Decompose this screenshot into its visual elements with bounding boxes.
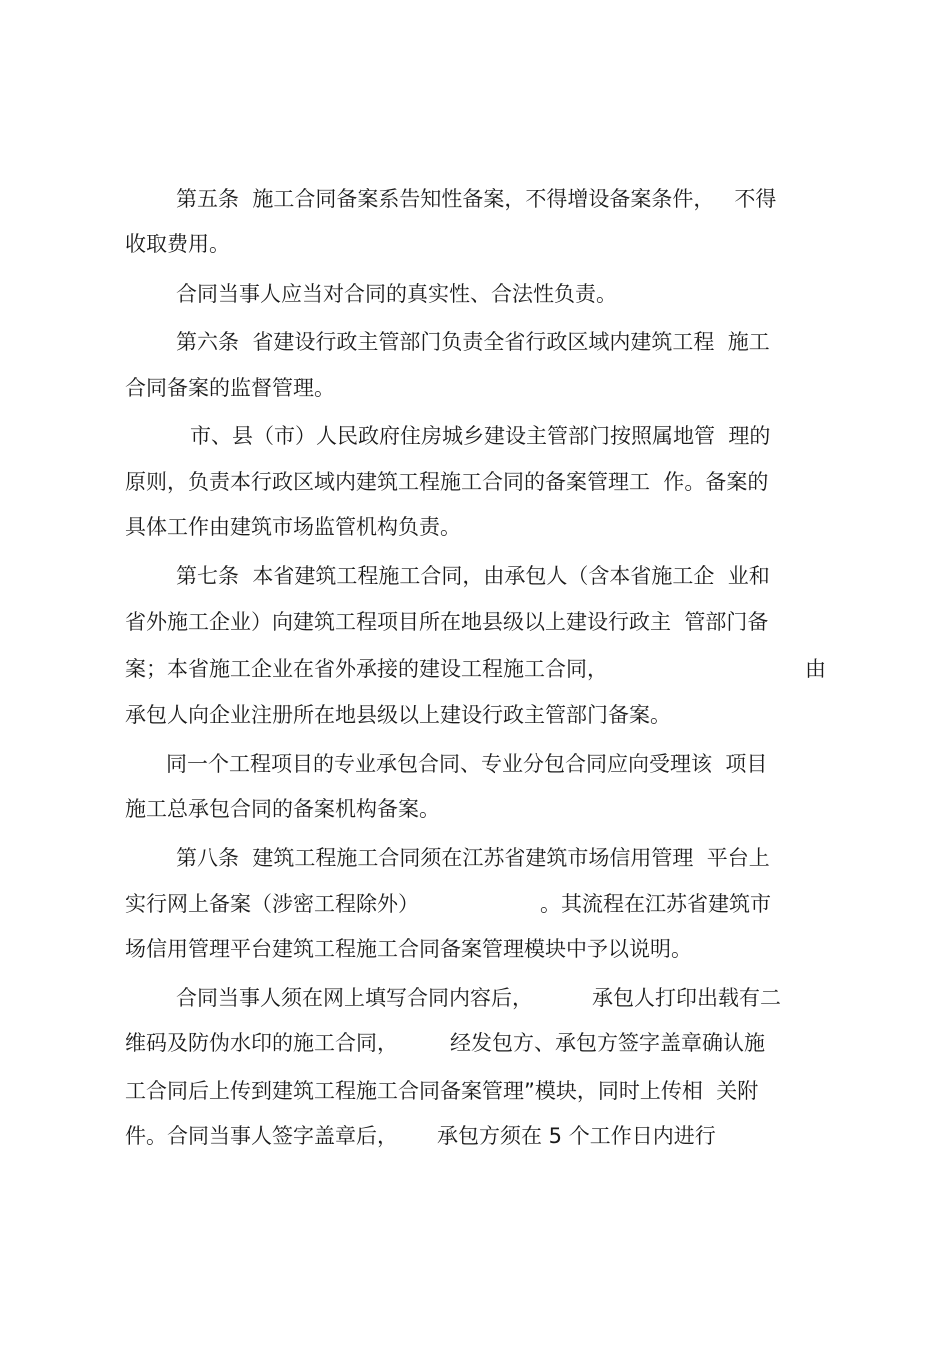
article-8-paragraph-2-line-3: 工合同后上传到建筑工程施工合同备案管理”模块，同时上传相 关附 (125, 1079, 759, 1103)
article-6-paragraph-2-line-3: 具体工作由建筑市场监管机构负责。 (125, 515, 461, 539)
article-8-paragraph-2-line-1-end: 承包人打印出载有二 (592, 986, 781, 1010)
article-8-paragraph-2-line-1: 合同当事人须在网上填写合同内容后， (176, 986, 533, 1010)
article-7-paragraph-2-line-2: 施工总承包合同的备案机构备案。 (125, 797, 440, 821)
article-8-line-3: 场信用管理平台建筑工程施工合同备案管理模块中予以说明。 (125, 937, 692, 961)
article-5-line-2: 收取费用。 (125, 232, 230, 256)
article-7-line-3-end: 由 (805, 657, 826, 681)
article-8-paragraph-2-line-4: 件。合同当事人签字盖章后， (125, 1124, 398, 1148)
article-8-line-2: 实行网上备案（涉密工程除外） (125, 892, 419, 916)
article-8-paragraph-2-line-4-end: 承包方须在 5 个工作日内进行 (437, 1124, 716, 1148)
article-8-paragraph-2-line-2-end: 经发包方、承包方签字盖章确认施 (450, 1031, 765, 1055)
article-6-line-2: 合同备案的监督管理。 (125, 376, 335, 400)
article-8-paragraph-2-line-2: 维码及防伪水印的施工合同， (125, 1031, 398, 1055)
article-8-line-2-end: 。其流程在江苏省建筑市 (540, 892, 771, 916)
article-7-line-2: 省外施工企业）向建筑工程项目所在地县级以上建设行政主 管部门备 (125, 610, 769, 634)
article-8-line-1: 第八条 建筑工程施工合同须在江苏省建筑市场信用管理 平台上 (176, 846, 770, 870)
article-6-paragraph-2-line-1: 市、县（市）人民政府住房城乡建设主管部门按照属地管 理的 (190, 424, 771, 448)
article-7-line-1: 第七条 本省建筑工程施工合同，由承包人（含本省施工企 业和 (176, 564, 770, 588)
article-7-line-3: 案；本省施工企业在省外承接的建设工程施工合同， (125, 657, 608, 681)
article-6-line-1: 第六条 省建设行政主管部门负责全省行政区域内建筑工程 施工 (176, 330, 770, 354)
article-6-paragraph-2-line-2: 原则，负责本行政区域内建筑工程施工合同的备案管理工 作。备案的 (125, 470, 769, 494)
article-5-paragraph-2: 合同当事人应当对合同的真实性、合法性负责。 (176, 282, 617, 306)
article-7-paragraph-2-line-1: 同一个工程项目的专业承包合同、专业分包合同应向受理该 项目 (166, 752, 768, 776)
article-5-line-1: 第五条 施工合同备案系告知性备案，不得增设备案条件， 不得 (176, 187, 777, 211)
article-7-line-4: 承包人向企业注册所在地县级以上建设行政主管部门备案。 (125, 703, 671, 727)
